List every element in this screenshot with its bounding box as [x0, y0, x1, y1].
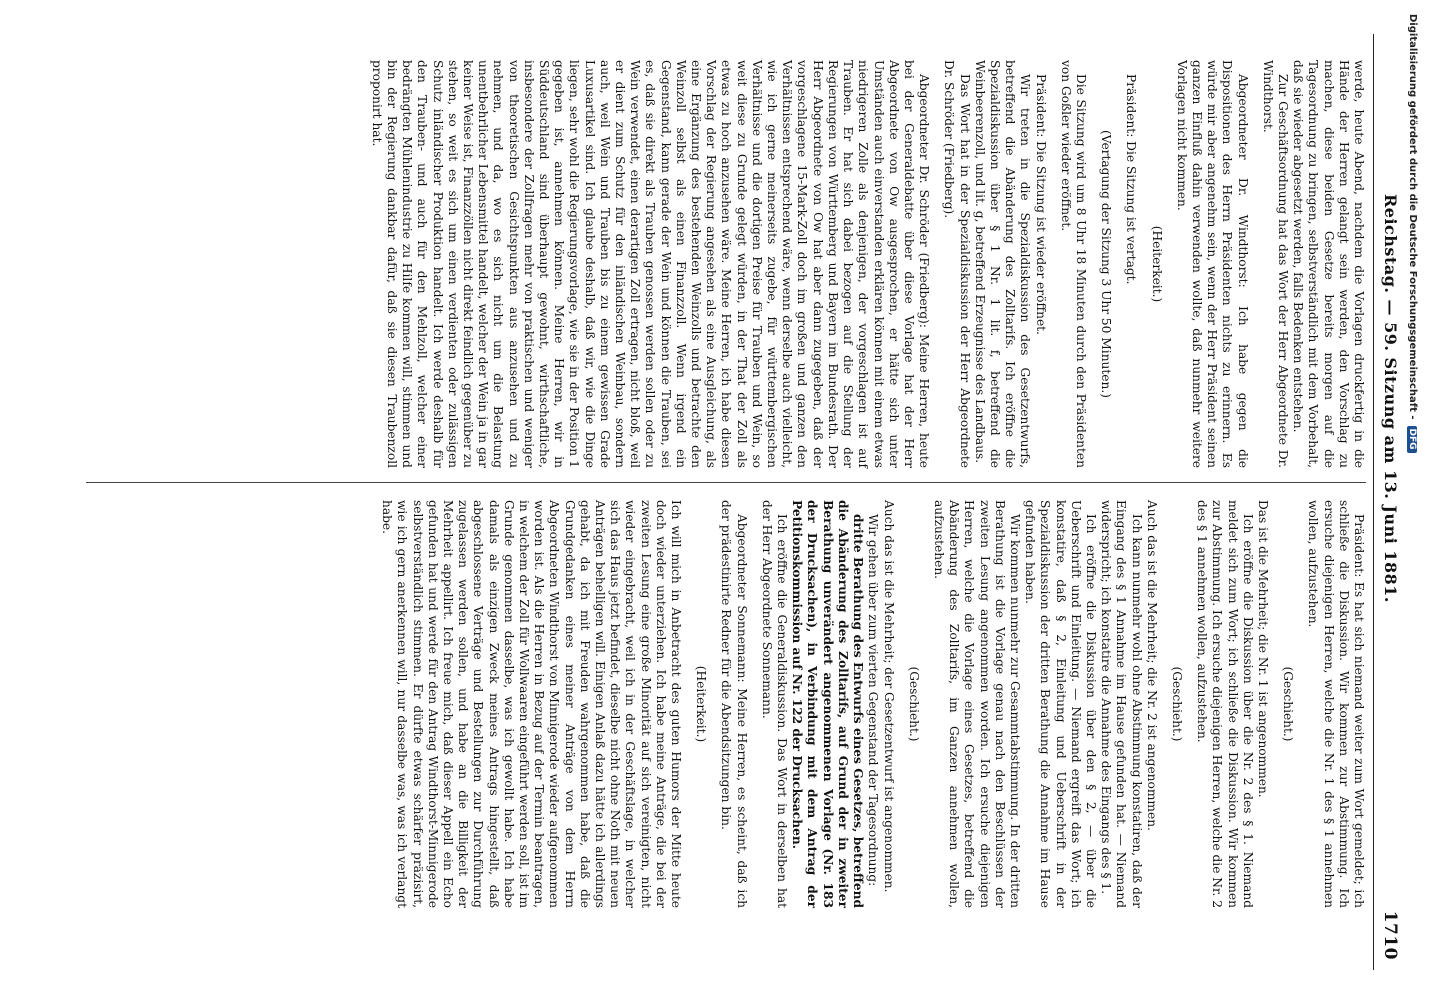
paragraph: werde, heute Abend, nachdem die Vorlagen druckfertig in die Hände der Herren gelangt sein werden, den Vorschlag zu machen, diese beiden Gesetze bereits morgen auf die Tagesordnung zu bringen, selbstverständlich mit dem Vorbehalt, daß sie wieder abgesetzt werden, falls Bedenken entstehen. — [1291, 60, 1366, 468]
paragraph: Das ist die Mehrheit; die Nr. 1 ist angenommen. — [1255, 500, 1270, 798]
interjection: (Geschieht.) — [1281, 666, 1296, 742]
dfg-logo: DFG — [1407, 426, 1417, 453]
page-number: 1710 — [1380, 910, 1400, 960]
interjection: (Heiterkeit.) — [1149, 225, 1164, 303]
interjection: (Geschieht.) — [1169, 666, 1184, 742]
paragraph: Auch das ist die Mehrheit; die Nr. 2 ist angenommen. — [1144, 500, 1159, 831]
paragraph: Auch das ist die Mehrheit; der Gesetzentwurf ist angenommen. — [881, 500, 896, 893]
paragraph: Ich kann nunmehr wohl ohne Abstimmung konstatiren, daß der Eingang des § 1 Annahme im Hause gefunden hat. — Niemand widerspricht; ich konstatire die Annahme des Eingangs des § 1. — [1099, 500, 1144, 908]
paragraph: Ich eröffne die Generaldiskussion. Das Wort in derselben hat der Herr Abgeordnete Sonnemann. — [759, 500, 790, 908]
paragraph: Wir gehen über zum vierten Gegenstand der Tagesordnung: — [866, 514, 881, 887]
paragraph: Zur Geschäftsordnung hat das Wort der Herr Abgeordnete Dr. Windthorst. — [1260, 60, 1290, 468]
session-reopened: Die Sitzung wird um 8 Uhr 18 Minuten durch den Präsidenten von Goßler wieder eröffnet. — [1058, 60, 1088, 468]
left-column — [369, 60, 1366, 468]
interjection: (Geschieht.) — [906, 666, 921, 742]
paragraph: Präsident: Die Sitzung ist wieder eröffnet. — [1033, 74, 1048, 335]
paragraph: Ich eröffne die Diskussion über die Nr. 2 des § 1. Niemand meldet sich zum Wort; ich schließe die Diskussion. Wir kommen zur Abstimmung. Ich ersuche diejenigen Herren, welche die Nr. 2 des § 1 annehmen wollen, aufzustehen. — [1195, 500, 1255, 908]
paragraph: Präsident: Es hat sich niemand weiter zum Wort gemeldet; ich schließe die Diskussion. Wir kommen zur Abstimmung. Ich ersuche diejenigen Herren, welche die Nr. 1 des § 1 annehmen wollen, aufzustehen. — [1306, 500, 1366, 908]
paragraph: Ich eröffne die Diskussion über den § 2, — über die Ueberschrift und Einleitung. — Niemand ergreift das Wort; ich konstatire, daß § 2, Einleitung und Ueberschrift in der Spezialdiskussion der dritten Berathung die Annahme im Hause gefunden haben. — [1023, 500, 1098, 908]
running-header — [1373, 34, 1402, 970]
document-page — [32, 0, 1432, 1000]
digitization-credit — [1404, 14, 1418, 974]
speech-schroeder: Abgeordneter Dr. Schröder (Friedberg): Meine Herren, heute bei der Generaldebatte über diese Vorlage hat der Herr Abgeordnete von Ow ausgesprochen, er hätte sich unter Umständen auch einverstanden erklären können mit einem etwas niedrigeren Zolle als denjenigen, der vorgeschlagen ist auf Trauben. Er hat sich dabei bezogen auf die Stellung der Regierungen von Württemberg und Bayern im Bundesrath. Der Herr Abgeordnete von Ow hat aber dann zugegeben, daß der vorgeschlagene 15-Mark-Zoll doch im großen und ganzen den Verhältnissen entsprechend wäre, wenn derselbe auch vielleicht, wie ich gerne meinerseits zugebe, für württembergischen Verhältnisse und die dortigen Preise für Trauben und Wein, so weit diese zu Grunde gelegt würden, in der That der Zoll als etwas zu hoch anzusehen wäre. Meine Herren, ich habe diesen Vorschlag der Regierung angesehen als eine Ausgleichung, als eine Ergänzung des bestehenden Weinzolls und betrachte den Weinzoll selbst als einen Finanzzoll. Wenn irgend ein Gegenstand, kann gerade der Wein und können die Trauben, sei es, daß sie direkt als Trauben genossen werden sollen oder zu Wein verwendet, einen derartigen Zoll ertragen, nicht bloß, weil er dient zum Schutz für den inländischen Weinbau, sondern auch, weil Wein und Trauben bis zu einem gewissen Grade Luxusartikel sind. Ich glaube deshalb, daß wir, wie die Dinge liegen, sehr wohl die Regierungsvorlage, wie sie in der Position 1 gegeben ist, annehmen können. Meine Herren, wir in Süddeutschland sind überhaupt gewohnt, wirthschaftliche, insbesondere der Zollfragen mehr von praktischen und weniger von theoretischen Gesichtspunkten aus anzusehen und zu nehmen, und da, wo es sich nicht um die Belastung unentbehrlicher Lebensmittel handelt, welcher der Wein ja in gar keiner Weise ist, Finanzzöllen nicht direkt feindlich gegenüber zu stehen, so weit es sich um einen verdienten oder zulässigen Schutz inländischer Produktion handelt. Ich werde deshalb für den Trauben- und auch für den Mehlzoll, welcher einer bedrängten Mühlenindustrie zu Hilfe kommen will, stimmen und bin der Regierung dankbar dafür, daß sie diesen Traubenzoll proponirt hat. — [369, 60, 932, 468]
paragraph: Wir treten in die Spezialdiskussion des Gesetzentwurfs, betreffend die Abänderung des Zolltarifs. Ich eröffne die Spezialdiskussion über § 1 Nr. 1 lit. f, betreffend die Weinbeerenzoll, und lit. g, betreffend Erzeugnisse des Landbaus. — [972, 60, 1033, 468]
credit-text: Digitalisierung gefördert durch die Deutsche Forschungsgemeinschaft - — [1407, 14, 1418, 420]
right-column — [379, 500, 1366, 908]
header-title: Reichstag. — 59. Sitzung am 13. Juni 1881. — [1381, 194, 1400, 603]
column-divider — [86, 482, 1366, 483]
speech-windthorst: Abgeordneter Dr. Windthorst: Ich habe gegen die Dispositionen des Herrn Präsidenten nichts zu erinnern. Es würde mir aber angenehm sein, wenn der Herr Präsident seinen ganzen Einfluß dahin verwenden wollte, daß nunmehr weitere Vorlagen nicht kommen. — [1174, 60, 1250, 468]
paragraph: Wir kommen nunmehr zur Gesammtabstimmung. In der dritten Berathung ist die Vorlage genau nach den Beschlüssen der zweiten Lesung angenommen worden. Ich ersuche diejenigen Herren, welche die Vorlage eines Gesetzes, betreffend die Abänderung des Zolltarifs, im Ganzen annehmen wollen, aufzustehen. — [931, 500, 1022, 908]
paragraph: Das Wort hat in der Spezialdiskussion der Herr Abgeordnete Dr. Schröder (Friedberg). — [942, 60, 972, 468]
paragraph: Ich will mich in Anbetracht des guten Humors der Mitte heute doch wieder unterziehen. Ich habe meine Anträge, die bei der zweiten Lesung eine große Minorität auf sich vereinigten, nicht wieder eingebracht, weil ich in der Geschäftslage, in welcher sich das Haus jetzt befindet, dieselbe nicht ohne Noth mit neuen Anträgen behelligen will. Einigen Anlaß dazu hätte ich allerdings gehabt, da ich mit Freuden wahrgenommen habe, daß die Grundgedanken eines meiner Anträge von dem Herrn Abgeordneten Windthorst von Minnigerode wieder aufgenommen worden ist. Als die Herren in Bezug auf der Termin beantragen, in welchem der Zoll für Wollwaaren eingeführt werden soll, ist im Grunde genommen dasselbe, was ich gewollt habe. Ich habe damals als einzigen Zweck meines Antrags hingestellt, daß abgeschlossene Verträge und Bestellungen zur Durchführung zugelassen werden sollen, und habe an die Billigkeit der Mehrheit appellirt. Ich freue mich, daß dieser Appell ein Echo gefunden hat und werde für den Antrag Windthorst-Minnigerode selbstverständlich stimmen. Er dürfte etwas schärfer präzisirt, wie ich gern anerkennen will, nur dasselbe was, was ich verlangt habe. — [380, 500, 684, 908]
adjournment-note: (Vertagung der Sitzung 3 Uhr 50 Minuten.) — [1099, 130, 1114, 398]
agenda-item: dritte Berathung des Entwurfs eines Gesetzes, betreffend die Abänderung des Zolltarifs, auf Grund der in zweiter Berathung unverändert angenommenen Vorlage (Nr. 183 der Drucksachen), in Verbindung mit dem Antrag der Petitionskommission auf Nr. 122 der Drucksachen. — [790, 500, 866, 908]
interjection: (Heiterkeit.) — [694, 665, 709, 743]
paragraph: Präsident: Die Sitzung ist vertagt. — [1124, 74, 1139, 285]
speech-sonnemann: Abgeordneter Sonnemann: Meine Herren, es scheint, daß ich der prädestinirte Redner für die Abendsitzungen bin. — [719, 500, 749, 908]
